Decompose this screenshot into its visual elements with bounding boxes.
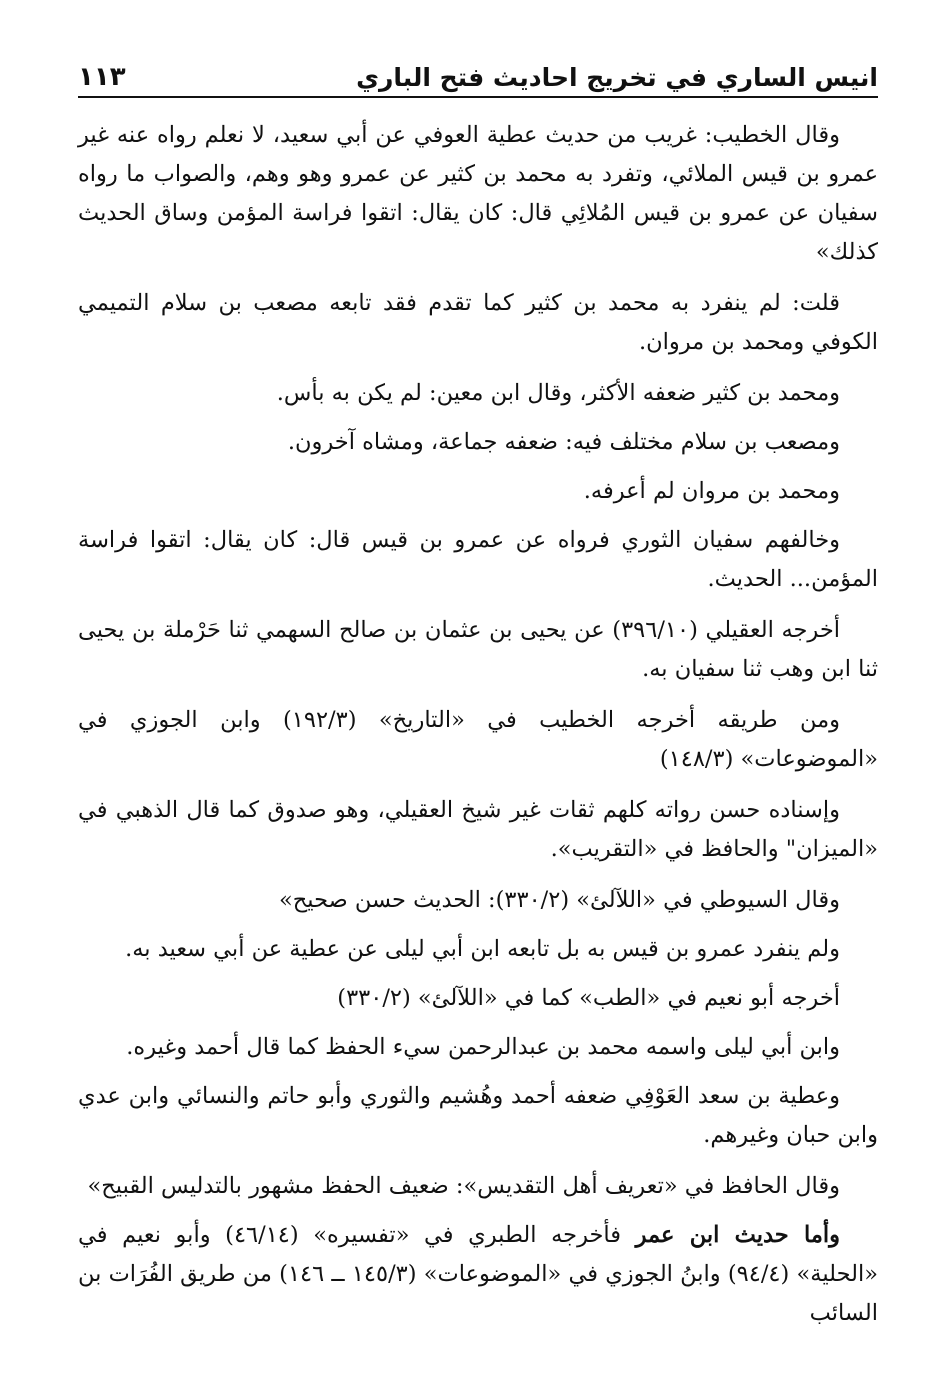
page-body [78,116,878,1345]
paragraph-ibn-kathir: ومحمد بن كثير ضعفه الأكثر، وقال ابن معين: لم يكن به بأس. [276,380,840,406]
paragraph-qultu: قلت: لم ينفرد به محمد بن كثير كما تقدم فقد تابعه مصعب بن سلام التميمي الكوفي ومحمد بن مروان. [78,290,878,355]
paragraph-tarikh: ومن طريقه أخرجه الخطيب في «التاريخ» (١٩٢/٣) وابن الجوزي في «الموضوعات» (١٤٨/٣) [78,707,878,772]
page-number: ١١٣ [78,62,126,92]
paragraph-suyuti: وقال السيوطي في «اللآلئ» (٣٣٠/٢): الحديث حسن صحيح» [278,887,840,913]
paragraph-ibn-marwan: ومحمد بن مروان لم أعرفه. [583,478,840,504]
running-title: انيس الساري في تخريج احاديث فتح الباري [356,63,878,92]
paragraph-hafiz-tarif: وقال الحافظ في «تعريف أهل التقديس»: ضعيف الحفظ مشهور بالتدليس القبيح» [87,1173,840,1199]
paragraph-ibn-umar [78,1216,878,1333]
paragraph-ibn-abi-layla-name: وابن أبي ليلى واسمه محمد بن عبدالرحمن سيء الحفظ كما قال أحمد وغيره. [126,1034,840,1060]
paragraph-isnad: وإسناده حسن رواته كلهم ثقات غير شيخ العقيلي، وهو صدوق كما قال الذهبي في «الميزان" والحافظ في «التقريب». [78,797,878,862]
ibn-umar-lead: وأما حديث ابن عمر [635,1222,840,1248]
paragraph-uqayli: أخرجه العقيلي (٣٩٦/١٠) عن يحيى بن عثمان بن صالح السهمي ثنا حَرْملة بن يحيى ثنا ابن وهب ثنا سفيان به. [78,617,878,682]
paragraph-musab: ومصعب بن سلام مختلف فيه: ضعفه جماعة، ومشاه آخرون. [287,429,840,455]
paragraph-atiyya: وعطية بن سعد العَوْفِي ضعفه أحمد وهُشيم والثوري وأبو حاتم والنسائي وابن عدي وابن حبان وغيرهم. [78,1083,878,1148]
paragraph-thawri: وخالفهم سفيان الثوري فرواه عن عمرو بن قيس قال: كان يقال: اتقوا فراسة المؤمن... الحديث. [78,527,878,592]
ibn-umar-rest: فأخرجه الطبري في «تفسيره» (٤٦/١٤) وأبو نعيم في «الحلية» (٩٤/٤) وابنُ الجوزي في «الموضوعات» (١٤٥/٣ ــ ١٤٦) من طريق الفُرَات بن السائب [78,1222,878,1326]
paragraph-khatib-quote: وقال الخطيب: غريب من حديث عطية العوفي عن أبي سعيد، لا نعلم رواه عنه غير عمرو بن قيس الملائي، وتفرد به محمد بن كثير عن عمرو وهو وهم، والصواب ما رواه سفيان عن عمرو بن قيس المُلائِي قال: كان يقال: اتقوا فراسة المؤمن وساق الحديث كذلك» [78,122,878,265]
page-header [78,52,878,98]
paragraph-ibn-abi-layla: ولم ينفرد عمرو بن قيس به بل تابعه ابن أبي ليلى عن عطية عن أبي سعيد به. [125,936,840,962]
paragraph-abu-nuaym: أخرجه أبو نعيم في «الطب» كما في «اللآلئ» (٣٣٠/٢) [337,985,840,1011]
